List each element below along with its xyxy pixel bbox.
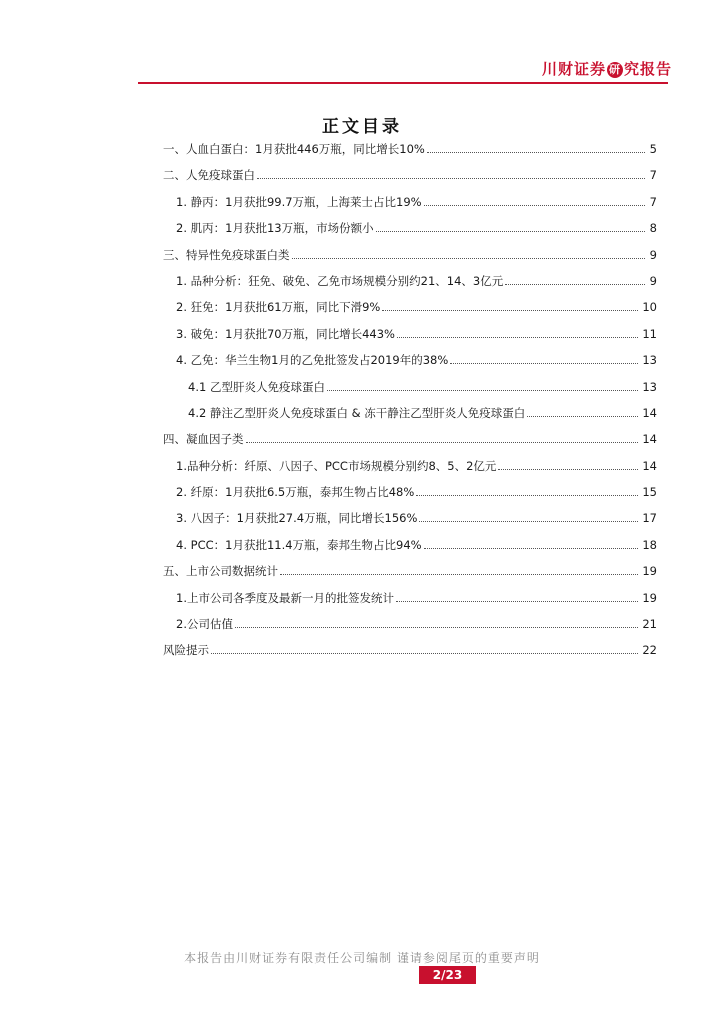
toc-entry-page: 14	[642, 405, 657, 420]
toc-entry-title: 风险提示	[163, 643, 209, 658]
toc-entry[interactable]	[163, 405, 657, 431]
brand-emblem-icon: 研	[608, 63, 621, 76]
toc-entry-title: 五、上市公司数据统计	[163, 564, 278, 579]
toc-entry-title: 二、人免疫球蛋白	[163, 168, 255, 183]
toc-entry-title: 2. 纤原：1月获批6.5万瓶，泰邦生物占比48%	[176, 485, 415, 500]
toc-entry-title: 四、凝血因子类	[163, 432, 244, 447]
toc-entry[interactable]	[163, 167, 657, 193]
toc-dot-leader	[235, 626, 638, 628]
toc-entry-page: 14	[642, 432, 657, 447]
toc-entry[interactable]	[163, 379, 657, 405]
toc-dot-leader	[505, 283, 645, 285]
toc-dot-leader	[280, 573, 638, 575]
toc-dot-leader	[257, 177, 645, 179]
toc-entry[interactable]	[163, 563, 657, 589]
toc-dot-leader	[382, 309, 638, 311]
toc-entry-page: 9	[649, 247, 657, 262]
toc-entry[interactable]	[163, 273, 657, 299]
toc-entry-title: 4. 乙免：华兰生物1月的乙免批签发占2019年的38%	[176, 353, 449, 368]
toc-entry-title: 4. PCC：1月获批11.4万瓶，泰邦生物占比94%	[176, 537, 422, 552]
toc-entry[interactable]	[163, 220, 657, 246]
toc-dot-leader	[424, 204, 645, 206]
toc-entry[interactable]	[163, 616, 657, 642]
toc-entry-page: 8	[649, 221, 657, 236]
toc-entry[interactable]	[163, 326, 657, 352]
toc-entry-page: 7	[649, 168, 657, 183]
toc-entry-title: 4.2 静注乙型肝炎人免疫球蛋白 & 冻干静注乙型肝炎人免疫球蛋白	[188, 405, 526, 420]
toc-dot-leader	[498, 468, 638, 470]
toc-entry-page: 15	[642, 485, 657, 500]
toc-entry[interactable]	[163, 590, 657, 616]
toc-dot-leader	[527, 415, 638, 417]
toc-dot-leader	[450, 362, 638, 364]
toc-entry-title: 一、人血白蛋白：1月获批446万瓶，同比增长10%	[163, 142, 425, 156]
brand-suffix: 究报告	[623, 60, 672, 78]
toc-entry-title: 3. 破免：1月获批70万瓶，同比增长443%	[176, 326, 395, 341]
toc-entry-page: 10	[642, 300, 657, 315]
toc-entry-page: 5	[649, 142, 657, 156]
toc-entry-page: 14	[642, 458, 657, 473]
toc-entry-title: 1. 静丙：1月获批99.7万瓶，上海莱士占比19%	[176, 194, 422, 209]
toc-entry[interactable]	[163, 299, 657, 325]
toc-entry-page: 11	[642, 326, 657, 341]
toc-entry-title: 1. 品种分析：狂免、破免、乙免市场规模分别约21、14、3亿元	[176, 273, 504, 288]
toc-entry-page: 19	[642, 564, 657, 579]
toc-dot-leader	[246, 441, 639, 443]
toc-dot-leader	[376, 230, 645, 232]
toc-entry-title: 2. 狂免：1月获批61万瓶，同比下滑9%	[176, 300, 381, 315]
header-divider	[138, 82, 668, 84]
toc-dot-leader	[416, 494, 638, 496]
toc-entry-page: 17	[642, 511, 657, 526]
toc-dot-leader	[327, 389, 638, 391]
toc-title: 正文目录	[322, 117, 402, 137]
toc-entry-title: 3. 八因子：1月获批27.4万瓶，同比增长156%	[176, 511, 418, 526]
toc-dot-leader	[427, 151, 645, 153]
toc-entry[interactable]	[163, 484, 657, 510]
page-number: 2/23	[419, 966, 476, 984]
toc-entry[interactable]	[163, 458, 657, 484]
toc-entry-page: 13	[642, 379, 657, 394]
toc-entry-title: 2. 肌丙：1月获批13万瓶，市场份额小	[176, 221, 374, 236]
toc-entry[interactable]	[163, 352, 657, 378]
toc-entry[interactable]	[163, 431, 657, 457]
toc-dot-leader	[424, 547, 639, 549]
toc-dot-leader	[211, 652, 638, 654]
toc-entry-page: 21	[642, 617, 657, 632]
toc-dot-leader	[397, 336, 638, 338]
toc-entry-page: 18	[642, 537, 657, 552]
toc-entry-title: 1.品种分析：纤原、八因子、PCC市场规模分别约8、5、2亿元	[176, 458, 497, 473]
toc-entry[interactable]	[163, 510, 657, 536]
toc-dot-leader	[396, 600, 638, 602]
brand-logo	[542, 58, 672, 79]
toc-entry-page: 9	[649, 273, 657, 288]
toc-entry-title: 4.1 乙型肝炎人免疫球蛋白	[188, 379, 325, 394]
toc-entry-page: 13	[642, 353, 657, 368]
toc-entry-title: 三、特异性免疫球蛋白类	[163, 247, 290, 262]
toc-entry-page: 22	[642, 643, 657, 658]
brand-name: 川财证券	[541, 60, 606, 78]
toc-entry-title: 2.公司估值	[176, 617, 233, 632]
toc-entry-page: 19	[642, 590, 657, 605]
toc-entry[interactable]	[163, 247, 657, 273]
toc-dot-leader	[292, 257, 646, 259]
toc-entry-page: 7	[649, 194, 657, 209]
toc-entry[interactable]	[163, 537, 657, 563]
toc-entry[interactable]	[163, 141, 657, 167]
toc-entry[interactable]	[163, 642, 657, 668]
footer-disclaimer: 本报告由川财证券有限责任公司编制 谨请参阅尾页的重要声明	[184, 951, 540, 965]
table-of-contents	[163, 141, 657, 669]
toc-dot-leader	[419, 520, 638, 522]
page-header	[0, 0, 724, 90]
toc-entry[interactable]	[163, 194, 657, 220]
toc-entry-title: 1.上市公司各季度及最新一月的批签发统计	[176, 590, 394, 605]
